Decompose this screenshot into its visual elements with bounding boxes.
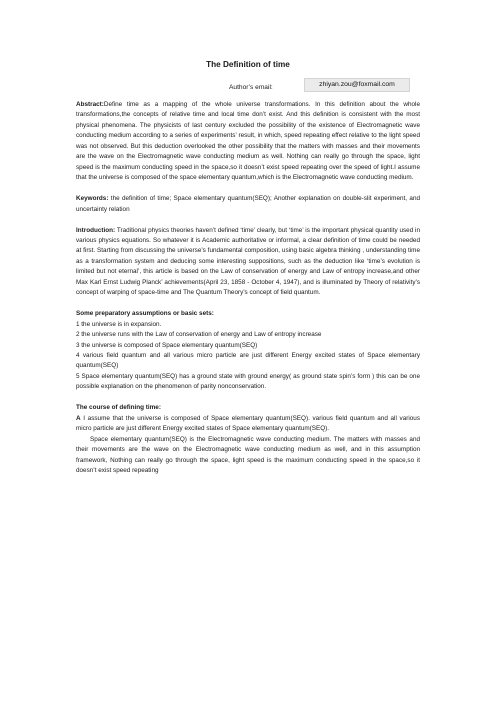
assumption-item: 5 Space elementary quantum(SEQ) has a ground state with ground energy( as ground state spin’s form ) this can be one possible explanation on the phenomenon of parity nonconservation. bbox=[76, 372, 420, 391]
keywords-paragraph bbox=[76, 194, 420, 215]
assumption-item: 1 the universe is in expansion. bbox=[76, 320, 162, 328]
abstract-label: Abstract: bbox=[76, 101, 104, 108]
assumption-item: 3 the universe is composed of Space elementary quantum(SEQ) bbox=[76, 341, 258, 349]
introduction-text: Traditional physics theories haven’t defined ‘time’ clearly, but ‘time’ is the important physical quantity used in various physics equations. So whatever it is Academic authoritative or informal, a clear definition of time could be needed at first. Starting from discussing the universe’s fundamental composition, using basic algebra thinking , understanding time as a transformation system and deducing some interesting suppositions, such as the deduction like ‘time’s evolution is limited but not eternal’, this article is based on the Law of conservation of energy and Law of entropy increase,and other Max Karl Ernst Ludwig Planck’ achievements(April 23, 1858 - October 4, 1947), and is illuminated by Theory of relativity’s concept of warping of space-time and The Quantum Theory’s concept of field quantum. bbox=[76, 226, 420, 297]
author-email-image: zhiyan.zou@foxmail.com bbox=[304, 78, 410, 92]
course-item-a-label: A bbox=[76, 414, 81, 422]
document-body bbox=[76, 100, 420, 477]
course-item-a bbox=[76, 414, 420, 435]
document-title: The Definition of time bbox=[206, 60, 290, 69]
course-heading: The course of defining time: bbox=[76, 404, 161, 412]
assumption-item: 2 the universe runs with the Law of conservation of energy and Law of entropy increase bbox=[76, 331, 322, 339]
assumption-item: 4 various field quantum and all various micro particle are just different Energy excited states of Space elementary quantum(SEQ) bbox=[76, 352, 420, 370]
abstract-paragraph bbox=[76, 100, 420, 184]
course-item-a-text: I assume that the universe is composed of Space elementary quantum(SEQ). various field quantum and all various micro particle are just different Energy excited states of Space elementary quantum(SEQ). bbox=[76, 414, 420, 433]
introduction-paragraph bbox=[76, 226, 420, 299]
abstract-text: Define time as a mapping of the whole universe transformations. In this definition about the whole transformations,the concepts of relative time and local time don’t exist. And this definition is consistent with the most physical phenomena. The physicists of last century excluded the possibility of the existence of Electromagnetic wave conducting medium according to a series of experiments’ result, in which, speed repeating effect relative to the light speed was not observed. But this deduction overlooked the other possibility that the matters with masses and their movements are the wave on the Electromagnetic wave conducting medium as well. Nothing can really go through the space, light speed is the maximum conducting speed in the space,so it doesn’t exist speed repeating over the speed of light.I assume that the universe is composed of the space elementary quantum,which is the Electromagnetic wave conducting medium. bbox=[76, 101, 420, 182]
introduction-label: Introduction: bbox=[76, 226, 116, 234]
assumptions-heading: Some preparatory assumptions or basic sets: bbox=[76, 310, 214, 318]
course-paragraph: Space elementary quantum(SEQ) is the Electromagnetic wave conducting medium. The matters with masses and their movements are the wave on the Electromagnetic wave conducting medium as well, and in this assumption framework, Nothing can really go through the space, light speed is the maximum conducting speed in the space,so it doesn’t exist speed repeating bbox=[76, 435, 420, 475]
author-email-label: Author’s email: bbox=[229, 84, 273, 91]
keywords-text: the definition of time; Space elementary quantum(SEQ); Another explanation on double-slit experiment, and uncertainty relation bbox=[76, 195, 420, 213]
keywords-label: Keywords: bbox=[76, 195, 109, 203]
